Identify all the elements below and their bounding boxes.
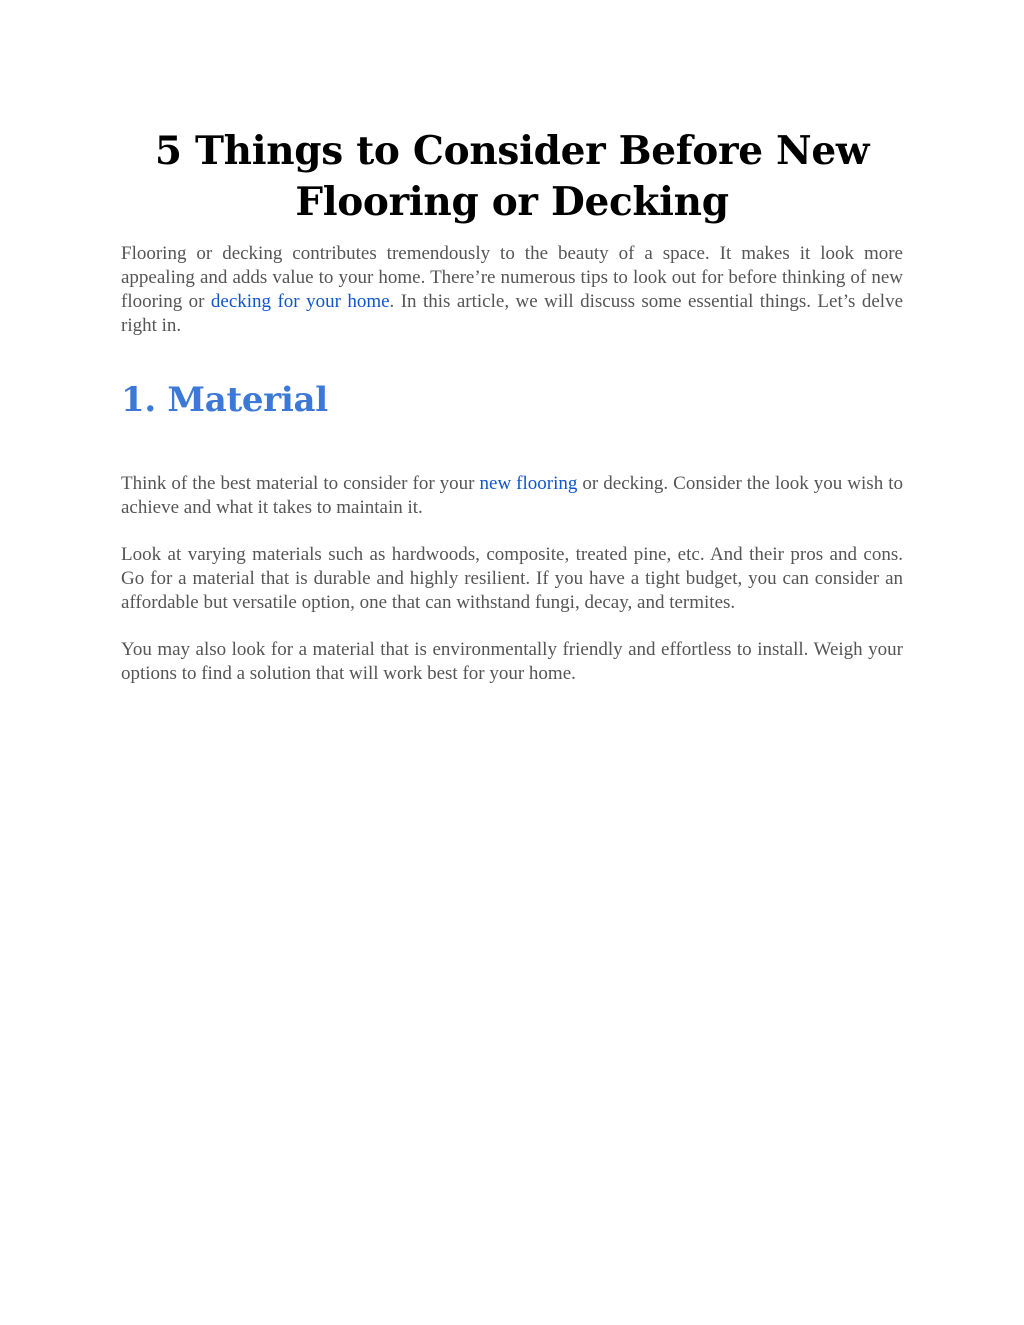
document-page [121,126,903,686]
intro-paragraph [121,242,903,338]
decking-for-your-home-link[interactable]: decking for your home [210,291,390,312]
section-heading-material: 1. Material [121,380,328,420]
article-title: 5 Things to Consider Before New Flooring or Decking [154,128,870,225]
material-p1-text-end: or decking. Consider the look you wish to achieve and what it takes to maintain it. [121,473,903,518]
material-p1-text-start: Think of the best material to consider for your [121,473,480,494]
material-paragraph-2: Look at varying materials such as hardwoods, composite, treated pine, etc. And their pros and cons. Go for a material that is durable and highly resilient. If you have a tight budget, you can consider an affordable but versatile option, one that can withstand fungi, decay, and termites. [121,544,903,613]
new-flooring-link[interactable]: new flooring [479,473,578,494]
intro-text-start: Flooring or decking contributes tremendously to the beauty of a space. It makes it look more appealing and adds value to your home. There’re numerous tips to look out for before thinking of new flooring or [121,243,903,312]
intro-text-end: . In this article, we will discuss some essential things. Let’s delve right in. [121,291,903,336]
material-paragraph-1 [121,472,903,520]
material-paragraph-3: You may also look for a material that is environmentally friendly and effortless to install. Weigh your options to find a solution that will work best for your home. [121,639,903,684]
